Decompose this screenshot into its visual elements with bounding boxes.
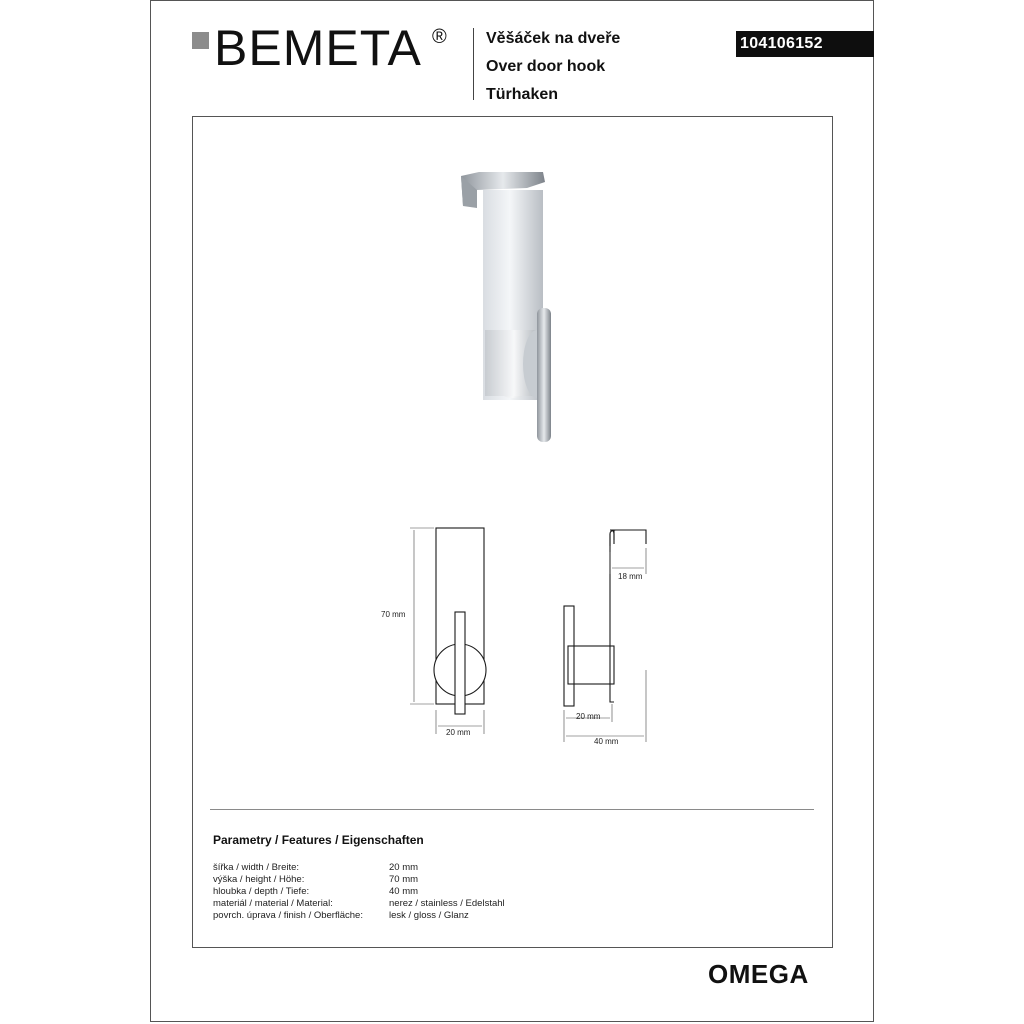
feature-label: povrch. úprava / finish / Oberfläche:	[213, 910, 363, 921]
dim-depth: 40 mm	[594, 737, 619, 746]
table-row	[213, 910, 505, 922]
section-divider	[210, 809, 814, 810]
feature-value: nerez / stainless / Edelstahl	[389, 898, 505, 909]
feature-value: lesk / gloss / Glanz	[389, 910, 469, 921]
dim-front-width: 20 mm	[446, 728, 471, 737]
title-czech: Věšáček na dveře	[486, 30, 621, 47]
header-separator	[473, 28, 474, 100]
logo-square-mark	[192, 32, 209, 49]
title-german: Türhaken	[486, 86, 559, 103]
title-english: Over door hook	[486, 58, 606, 75]
feature-value: 20 mm	[389, 862, 419, 873]
table-row	[213, 898, 505, 910]
feature-label: materiál / material / Material:	[213, 898, 333, 909]
feature-label: výška / height / Höhe:	[213, 874, 305, 885]
brand-logo: BEMETA	[214, 20, 422, 76]
feature-label: hloubka / depth / Tiefe:	[213, 886, 310, 897]
dim-height: 70 mm	[381, 610, 406, 619]
product-code: 104106152	[736, 31, 874, 57]
dim-side-width: 20 mm	[576, 712, 601, 721]
technical-drawing	[370, 520, 670, 750]
table-row	[213, 862, 505, 874]
feature-value: 70 mm	[389, 874, 419, 885]
feature-value: 40 mm	[389, 886, 419, 897]
feature-label: šířka / width / Breite:	[213, 862, 300, 873]
table-row	[213, 874, 505, 886]
registered-mark: ®	[432, 26, 447, 48]
features-table	[213, 862, 505, 922]
dim-top-gap: 18 mm	[618, 572, 643, 581]
product-photo	[455, 168, 575, 448]
features-title: Parametry / Features / Eigenschaften	[213, 833, 424, 847]
table-row	[213, 886, 505, 898]
series-name: OMEGA	[708, 959, 809, 989]
